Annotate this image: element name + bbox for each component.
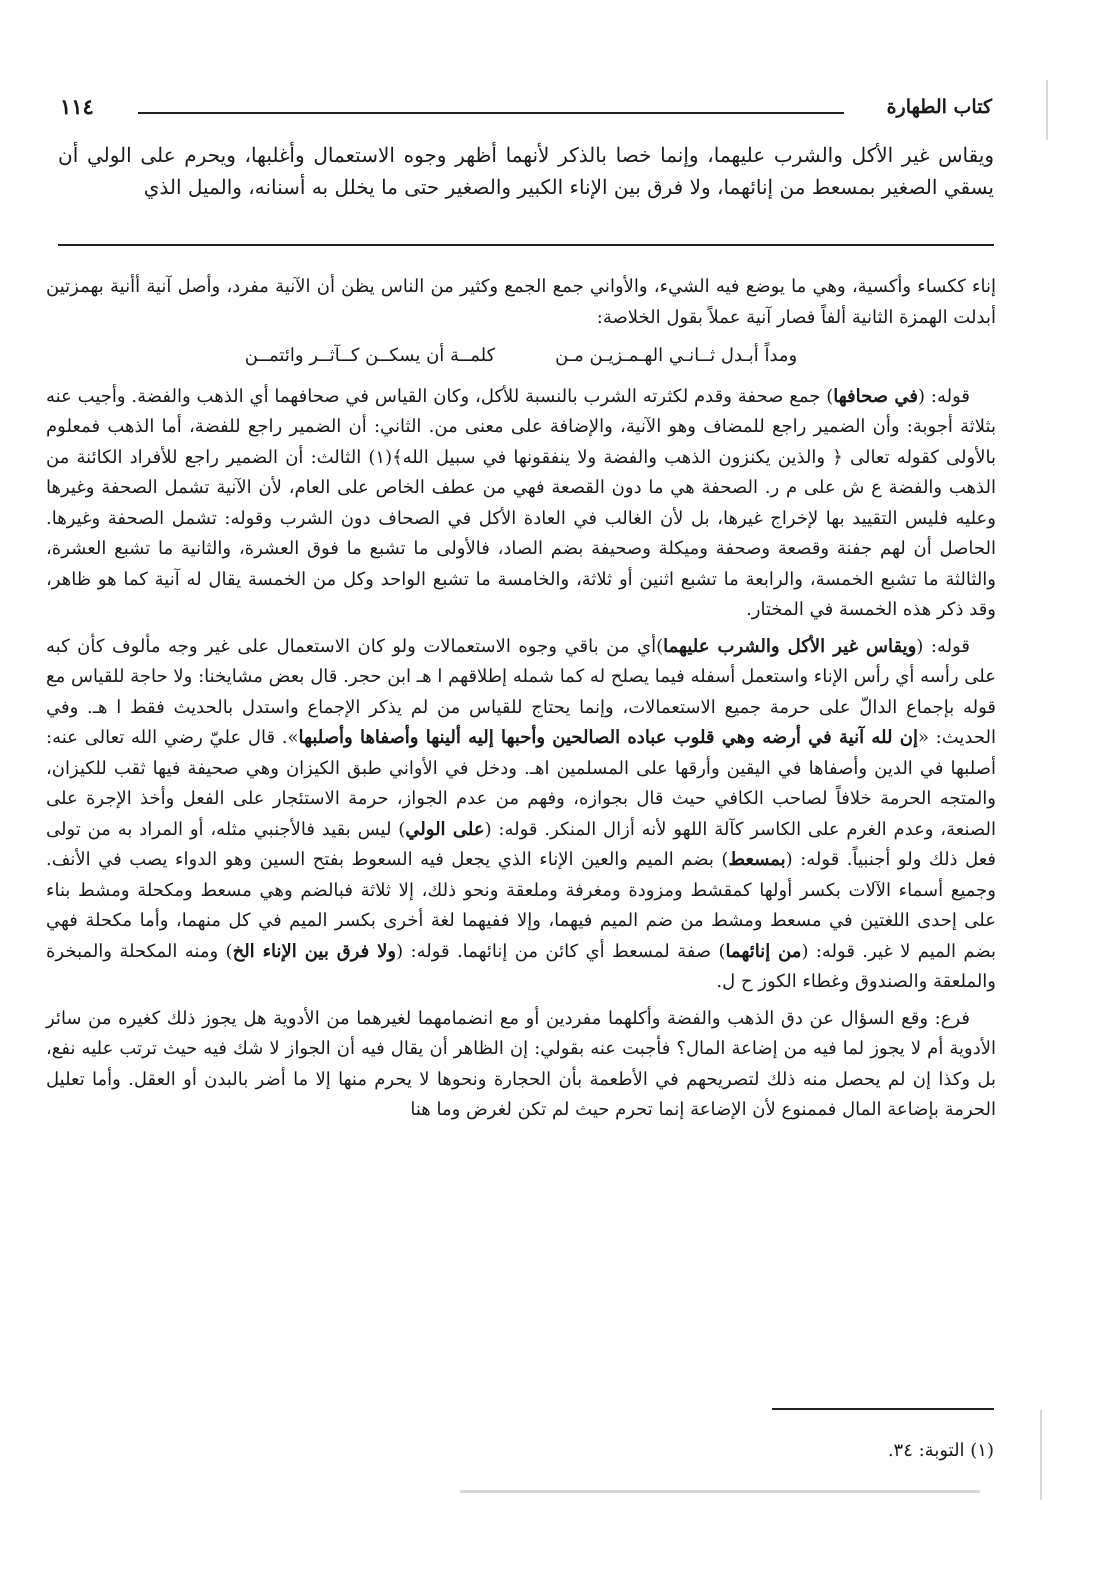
quoted-lemma: في صحافها — [833, 385, 919, 407]
paragraph-text: ». قال عليّ رضي الله تعالى عنه: أصلبها في الدين وأصفاها في اليقين وأرقها على المسلمين اهـ. ودخل في الأواني طبق الكيزان وهي صحيفة فيها ثقب للكيزان، والمتجه الحرمة خلافاً لصاحب الكافي حيث قال بجوازه، وفهم من عدم الجواز، حرمة الاستئجار على الفعل وأخذ الإجرة على الصنعة، وعدم الغرم على الكاسر كآلة اللهو لأنه أزال المنكر. قوله: ( — [46, 727, 996, 840]
quoted-lemma: ويقاس غير الأكل والشرب عليهما — [663, 635, 917, 657]
verse-first-hemistich: ومداً أبـدل ثــانـي الهـمـزيـن مـن — [555, 345, 798, 366]
paragraph-text: ) ليس بقيد فالأجنبي مثله، أو المراد به من تولى فعل ذلك ولو أجنبياً. قوله: ( — [46, 818, 996, 870]
quote-label: قوله: ( — [916, 635, 970, 657]
main-text-paragraph: ويقاس غير الأكل والشرب عليهما، وإنما خصا بالذكر لأنهما أظهر وجوه الاستعمال وأغلبها، ويحرم على الولي أن يسقي الصغير بمسعط من إنائهما، ولا فرق بين الإناء الكبير والصغير حتى ما يخلل به أسنانه، والميل الذي — [58, 143, 994, 199]
scan-edge-mark — [460, 1490, 980, 1493]
footnote-rule — [772, 1408, 994, 1410]
quoted-lemma: من إنائهما — [725, 940, 802, 962]
footnote: (١) التوبة: ٣٤. — [887, 1440, 994, 1461]
commentary — [46, 272, 996, 1132]
page-number: ١١٤ — [60, 94, 94, 119]
commentary-paragraph-1 — [46, 382, 996, 626]
paragraph-text: )أي من باقي وجوه الاستعمالات ولو كان الاستعمال على غير وجه مألوف كأن كبه على رأسه أي رأس الإناء واستعمل أسفله فيما يصلح له كما شمله إطلاقهم ا هـ ابن حجر. قال بعض مشايخنا: ولا حاجة للقياس مع قوله بإجماع الدالّ على حرمة جميع الاستعمالات، وإنما يحتاج للقياس من لم يذكر الإجماع واستدل بالحديث فقط ا هـ. وفي الحديث: « — [46, 635, 996, 748]
scan-edge-mark — [1046, 80, 1048, 140]
book-title: كتاب الطهارة — [886, 96, 992, 118]
paragraph-text: ) بضم الميم والعين الإناء الذي يجعل فيه السعوط بفتح السين وهو الدواء يصب في الأنف. وجميع أسماء الآلات بكسر أولها كمقشط ومزودة ومغرفة وملعقة ونحو ذلك، إلا ثلاثة فبالضم وهي مسعط ومكحلة ومشط بناء على إحدى اللغتين في مسعط ومشط من ضم الميم فيهما، وإلا ففيهما لغة أخرى بكسر الميم في كل منهما، وأما مكحلة فهي بضم الميم لا غير. قوله: ( — [46, 849, 997, 962]
text-commentary-separator — [58, 244, 994, 246]
quoted-lemma: على الولي — [405, 818, 485, 840]
header-rule — [138, 112, 844, 114]
paragraph-text: ) جمع صحفة وقدم لكثرته الشرب بالنسبة للأكل، وكان القياس في صحافهما أي الذهب والفضة. وأجيب عنه بثلاثة أجوبة: وأن الضمير راجع للمضاف وهو الآنية، والإضافة على معنى من. الثاني: أن الضمير راجع للفضة، أما الذهب فمعلوم بالأولى كقوله تعالى ﴿ والذين يكنزون الذهب والفضة ولا ينفقونها في سبيل الله﴾(١) الثالث: أن الضمير راجع للأفراد الكائنة من الذهب والفضة ع ش على م ر. الصحفة هي ما دون القصعة فهي من عطف الخاص على العام، لأن الآنية تشمل الصحفة وغيرها وعليه فليس التقييد بها لإخراج غيرها، بل لأن الغالب في العادة الأكل في الصحاف دون الشرب وقوله: تشمل الصحفة وغيرها. الحاصل أن لهم جفنة وقصعة وصحفة وميكلة وصحيفة بضم الصاد، فالأولى ما تشبع ما فوق العشرة، والثانية ما تشبع العشرة، والثالثة ما تشبع الخمسة، والرابعة ما تشبع اثنين أو ثلاثة، والخامسة ما تشبع الواحد وكل من الخمسة يقال له آنية كما هو ظاهر، وقد ذكر هذه الخمسة في المختار. — [46, 385, 996, 620]
quote-label: قوله: ( — [918, 385, 970, 407]
paragraph-text: ) صفة لمسعط أي كائن من إنائهما. قوله: ( — [396, 940, 726, 962]
commentary-paragraph-3: فرع: وقع السؤال عن دق الذهب والفضة وأكلهما مفردين أو مع انضمامهما لغيرهما من الأدوية هل يجوز ذلك كغيره من سائر الأدوية أم لا يجوز لما فيه من إضاعة المال؟ فأجبت عنه بقولي: إن الظاهر أن يقال فيه أن الجواز لا شك فيه حيث ترتب عليه نفع، بل وكذا إن لم يحصل منه ذلك لتصريحهم في الأطعمة بأن الحجارة ونحوها لا يحرم منها إلا ما أضر بالبدن أو العقل. وأما تعليل الحرمة بإضاعة المال فممنوع لأن الإضاعة إنما تحرم حيث لم تكن لغرض وما هنا — [46, 1007, 996, 1120]
verse-second-hemistich: كلمــة أن يسكــن كــآثــر وائتمــن — [244, 345, 496, 366]
main-text — [58, 139, 994, 203]
commentary-paragraph-2 — [46, 632, 996, 998]
running-header — [60, 96, 992, 132]
scan-edge-mark — [1040, 1410, 1042, 1500]
quoted-lemma: بمسعط — [728, 849, 786, 870]
commentary-intro: إناء ككساء وأكسية، وهي ما يوضع فيه الشيء، والأواني جمع الجمع وكثير من الناس يظن أن الآنية مفرد، وأصل آنية أأنية بهمزتين أبدلت الهمزة الثانية ألفاً فصار آنية عملاً بقول الخلاصة: — [46, 276, 996, 328]
quoted-lemma: ولا فرق بين الإناء الخ — [232, 940, 397, 962]
poetry-verse — [46, 341, 996, 372]
hadith-text: إن لله آنية في أرضه وهي قلوب عباده الصالحين وأحبها إليه ألينها وأصفاها وأصلبها — [298, 727, 918, 748]
paragraph-text: ) ومنه المكحلة والمبخرة والملعقة والصندوق وغطاء الكوز ح ل. — [46, 940, 996, 992]
